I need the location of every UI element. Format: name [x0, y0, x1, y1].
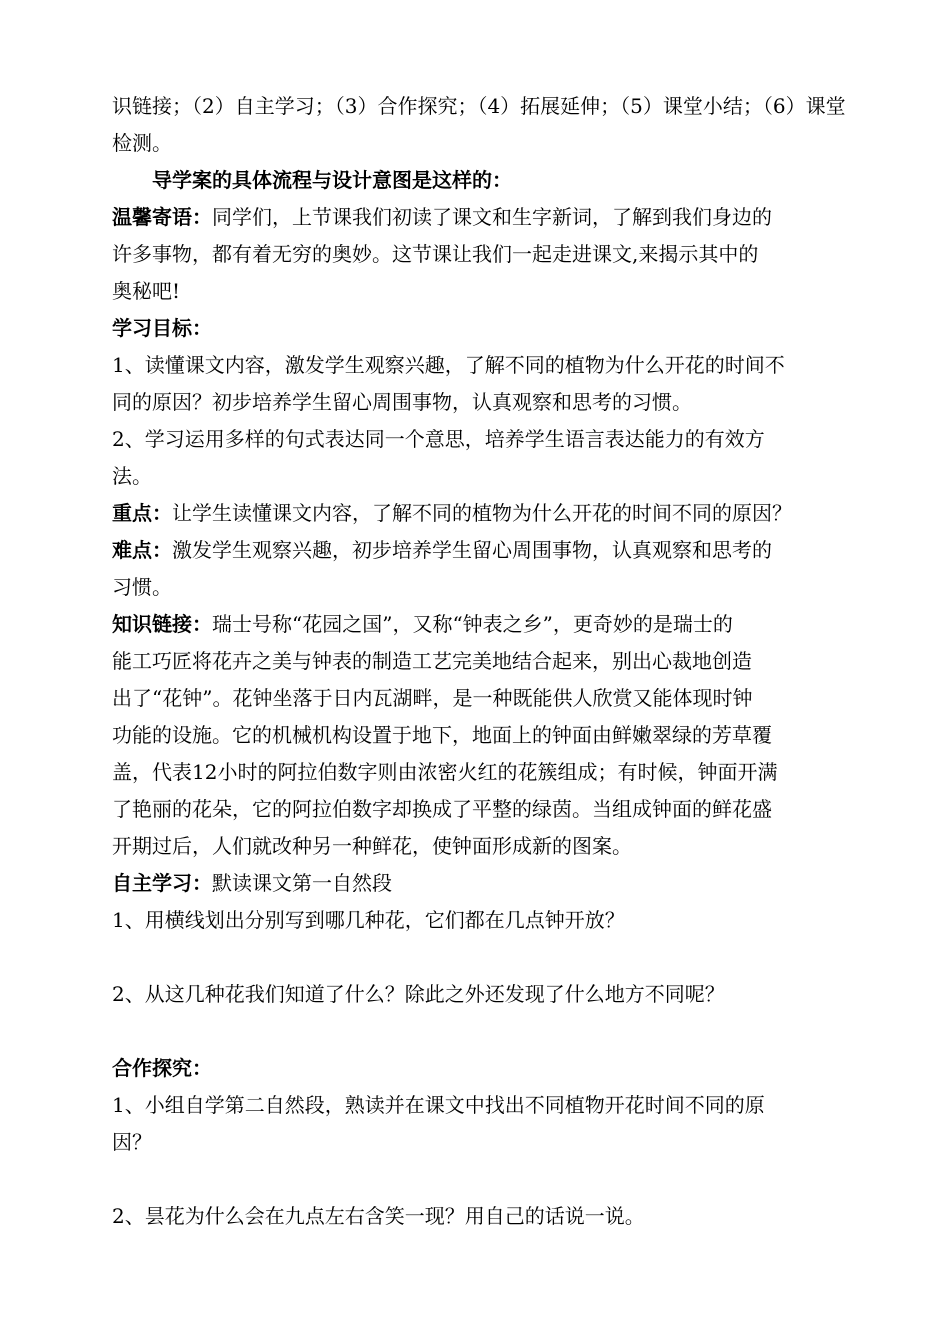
- answer-space: [112, 939, 842, 976]
- difficult-point-text: 激发学生观察兴趣，初步培养学生留心周围事物，认真观察和思考的: [172, 538, 772, 562]
- knowledge-line-3: 出了“花钟”。花钟坐落于日内瓦湖畔，是一种既能供人欣赏又能体现时钟: [112, 686, 753, 710]
- knowledge-label: 知识链接：: [112, 612, 212, 636]
- key-point: [112, 495, 842, 532]
- goal-1-line-2: 同的原因？初步培养学生留心周围事物，认真观察和思考的习惯。: [112, 390, 692, 414]
- flow-heading: 导学案的具体流程与设计意图是这样的：: [152, 168, 512, 192]
- difficult-point-line-2: 习惯。: [112, 575, 172, 599]
- self-study-text: 默读课文第一自然段: [212, 871, 392, 895]
- knowledge-line-6: 了艳丽的花朵，它的阿拉伯数字却换成了平整的绿茵。当组成钟面的鲜花盛: [112, 797, 772, 821]
- goal-1-line-1: 1、读懂课文内容，激发学生观察兴趣，了解不同的植物为什么开花的时间不: [112, 353, 785, 377]
- goal-2-line-1: 2、学习运用多样的句式表达同一个意思，培养学生语言表达能力的有效方: [112, 427, 765, 451]
- warm-message-line-1: [112, 199, 842, 236]
- knowledge-line-4: 功能的设施。它的机械机构设置于地下，地面上的钟面由鲜嫩翠绿的芳草覆: [112, 723, 772, 747]
- self-study-question-2: 2、从这几种花我们知道了什么？除此之外还发现了什么地方不同呢？: [112, 982, 725, 1006]
- knowledge-line-7: 开期过后，人们就改种另一种鲜花，使钟面形成新的图案。: [112, 834, 632, 858]
- answer-space: [112, 1013, 842, 1050]
- cooperation-question-2: 2、昙花为什么会在九点左右含笑一现？用自己的话说一说。: [112, 1204, 645, 1228]
- knowledge-line-1: [112, 606, 842, 643]
- warm-message-text: 同学们，上节课我们初读了课文和生字新词，了解到我们身边的: [212, 205, 772, 229]
- warm-message-line-3: 奥秘吧!: [112, 279, 181, 303]
- self-study-question-1: 1、用横线划出分别写到哪几种花，它们都在几点钟开放？: [112, 908, 625, 932]
- intro-line-1: 识链接；（2）自主学习；（3）合作探究；（4）拓展延伸；（5）课堂小结；（6）课堂: [112, 94, 846, 118]
- knowledge-line-5: 盖，代表12小时的阿拉伯数字则由浓密火红的花簇组成；有时候，钟面开满: [112, 760, 778, 784]
- warm-message-line-2: 许多事物，都有着无穷的奥妙。这节课让我们一起走进课文,来揭示其中的: [112, 242, 759, 266]
- goal-2-line-2: 法。: [112, 464, 152, 488]
- self-study-label: 自主学习：: [112, 871, 212, 895]
- intro-line-2: 检测。: [112, 131, 172, 155]
- cooperation-question-1-line-1: 1、小组自学第二自然段，熟读并在课文中找出不同植物开花时间不同的原: [112, 1093, 765, 1117]
- difficult-point-line-1: [112, 532, 842, 569]
- knowledge-line-2: 能工巧匠将花卉之美与钟表的制造工艺完美地结合起来，别出心裁地创造: [112, 649, 752, 673]
- goals-label: 学习目标：: [112, 316, 212, 340]
- cooperation-label: 合作探究：: [112, 1056, 212, 1080]
- cooperation-question-1-line-2: 因？: [112, 1130, 152, 1154]
- difficult-point-label: 难点：: [112, 538, 172, 562]
- warm-message-label: 温馨寄语：: [112, 205, 212, 229]
- document-page: [112, 88, 846, 1235]
- answer-space: [112, 1161, 842, 1198]
- key-point-text: 让学生读懂课文内容，了解不同的植物为什么开花的时间不同的原因？: [172, 501, 792, 525]
- key-point-label: 重点：: [112, 501, 172, 525]
- knowledge-text: 瑞士号称“花园之国”，又称“钟表之乡”，更奇妙的是瑞士的: [212, 612, 733, 636]
- self-study-heading: [112, 865, 842, 902]
